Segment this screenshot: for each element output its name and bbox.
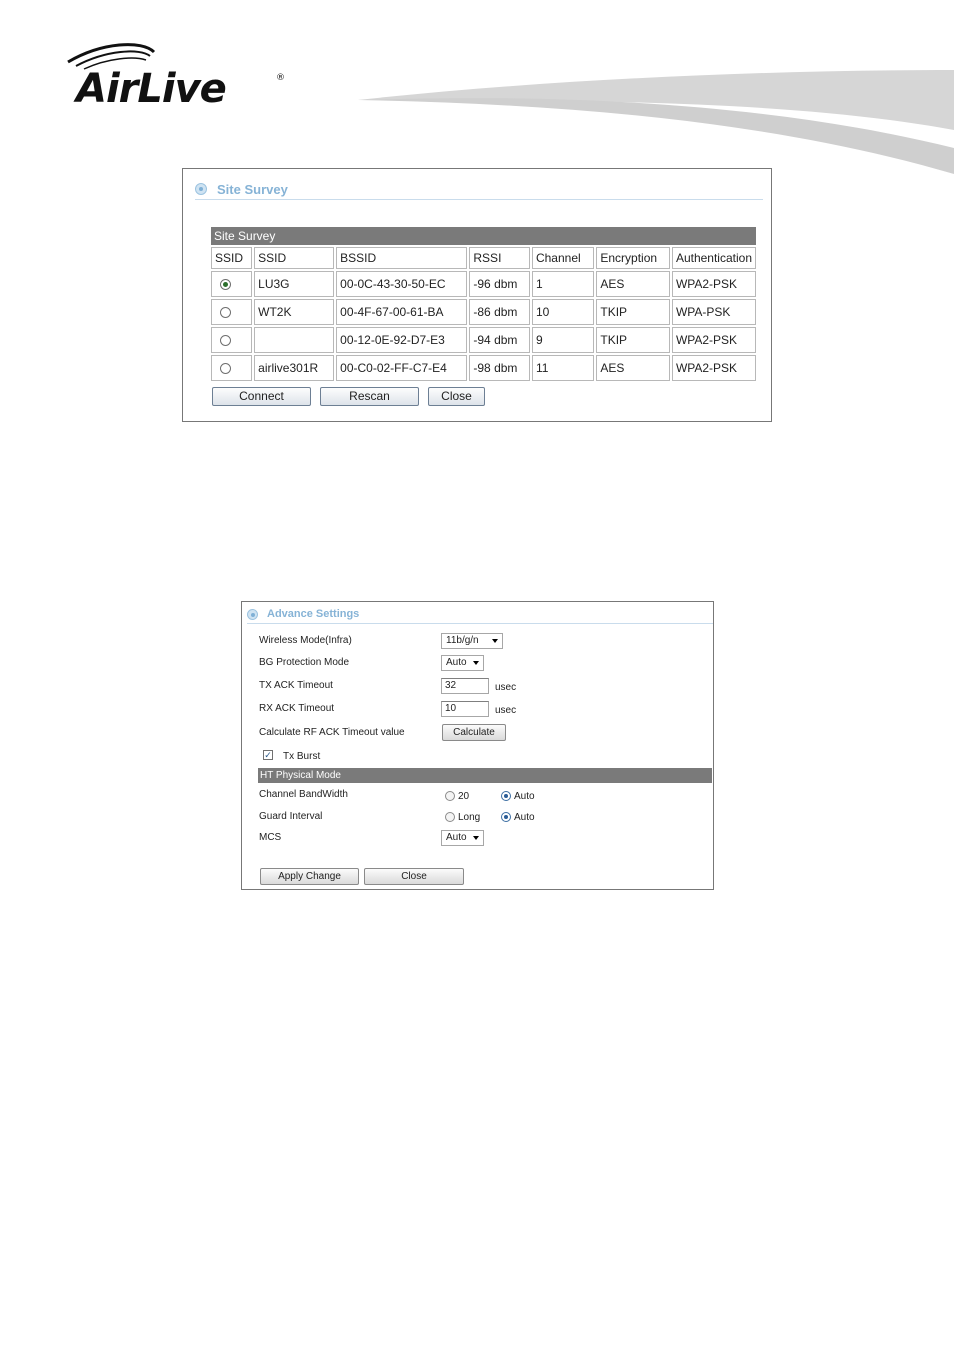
rescan-button[interactable]: Rescan	[320, 387, 419, 406]
bssid-cell: 00-4F-67-00-61-BA	[336, 299, 467, 325]
bg-protection-select[interactable]	[441, 655, 484, 671]
tx-ack-unit: usec	[495, 682, 517, 693]
site-survey-panel	[182, 168, 772, 422]
connect-button[interactable]: Connect	[212, 387, 311, 406]
ssid-cell	[254, 327, 334, 353]
apply-change-button[interactable]: Apply Change	[260, 868, 359, 885]
channel-cell: 10	[532, 299, 594, 325]
table-row	[211, 271, 756, 297]
guard-long-label: Long	[458, 812, 481, 823]
column-header: Encryption	[596, 247, 670, 269]
calc-rf-label: Calculate RF ACK Timeout value	[259, 727, 405, 738]
title-divider	[247, 623, 713, 624]
table-row	[211, 327, 756, 353]
wireless-mode-value: 11b/g/n	[446, 635, 479, 646]
encryption-cell: AES	[596, 355, 670, 381]
mcs-select[interactable]	[441, 830, 484, 846]
rx-ack-unit: usec	[495, 705, 517, 716]
rssi-cell: -98 dbm	[469, 355, 530, 381]
table-header-row	[211, 247, 756, 269]
authentication-cell: WPA2-PSK	[672, 327, 756, 353]
advance-settings-panel-title: Advance Settings	[267, 608, 360, 620]
bssid-cell: 00-12-0E-92-D7-E3	[336, 327, 467, 353]
bullet-icon	[247, 609, 258, 620]
select-network-radio[interactable]	[220, 307, 231, 318]
bg-protection-value: Auto	[446, 657, 467, 668]
close-button[interactable]: Close	[428, 387, 485, 406]
table-caption: Site Survey	[211, 227, 756, 245]
authentication-cell: WPA2-PSK	[672, 355, 756, 381]
column-header: RSSI	[469, 247, 530, 269]
channel-bandwidth-label: Channel BandWidth	[259, 789, 348, 800]
bssid-cell: 00-C0-02-FF-C7-E4	[336, 355, 467, 381]
column-header: Channel	[532, 247, 594, 269]
mcs-value: Auto	[446, 832, 467, 843]
bssid-cell: 00-0C-43-30-50-EC	[336, 271, 467, 297]
site-survey-title-row	[195, 179, 288, 199]
select-network-radio[interactable]	[220, 279, 231, 290]
encryption-cell: TKIP	[596, 327, 670, 353]
column-header: BSSID	[336, 247, 467, 269]
channel-cell: 11	[532, 355, 594, 381]
title-divider	[195, 199, 763, 200]
wireless-mode-label: Wireless Mode(Infra)	[259, 635, 352, 646]
rssi-cell: -96 dbm	[469, 271, 530, 297]
channel-cell: 1	[532, 271, 594, 297]
dropdown-arrow-icon	[473, 836, 479, 840]
bandwidth-auto-radio[interactable]	[501, 791, 511, 801]
select-network-radio[interactable]	[220, 335, 231, 346]
bandwidth-20-radio[interactable]	[445, 791, 455, 801]
bg-protection-label: BG Protection Mode	[259, 657, 350, 668]
guard-long-radio[interactable]	[445, 812, 455, 822]
bullet-icon	[195, 183, 207, 195]
wireless-mode-select[interactable]	[441, 633, 503, 649]
column-header: Authentication	[672, 247, 756, 269]
header-swoosh	[340, 60, 954, 180]
table-row	[211, 299, 756, 325]
site-survey-table	[209, 225, 758, 383]
channel-cell: 9	[532, 327, 594, 353]
guard-interval-label: Guard Interval	[259, 811, 323, 822]
rx-ack-label: RX ACK Timeout	[259, 703, 335, 714]
authentication-cell: WPA-PSK	[672, 299, 756, 325]
table-row	[211, 355, 756, 381]
advance-settings-panel	[241, 601, 714, 890]
svg-text:AirLive: AirLive	[76, 66, 226, 110]
rssi-cell: -86 dbm	[469, 299, 530, 325]
select-network-radio[interactable]	[220, 363, 231, 374]
ht-physical-mode-header: HT Physical Mode	[258, 768, 712, 783]
encryption-cell: AES	[596, 271, 670, 297]
rx-ack-input[interactable]: 10	[441, 701, 489, 717]
guard-auto-label: Auto	[514, 812, 535, 823]
dropdown-arrow-icon	[492, 639, 498, 643]
tx-burst-checkbox[interactable]: ✓	[264, 750, 272, 760]
column-header: SSID	[254, 247, 334, 269]
ssid-cell: airlive301R	[254, 355, 334, 381]
ssid-cell: WT2K	[254, 299, 334, 325]
column-header: SSID	[211, 247, 252, 269]
advance-settings-title-row	[247, 606, 359, 622]
airlive-logo	[62, 40, 292, 110]
bandwidth-auto-label: Auto	[514, 791, 535, 802]
calculate-button[interactable]: Calculate	[442, 724, 506, 741]
rssi-cell: -94 dbm	[469, 327, 530, 353]
authentication-cell: WPA2-PSK	[672, 271, 756, 297]
encryption-cell: TKIP	[596, 299, 670, 325]
site-survey-panel-title: Site Survey	[217, 181, 288, 197]
bandwidth-20-label: 20	[458, 791, 470, 802]
guard-auto-radio[interactable]	[501, 812, 511, 822]
mcs-label: MCS	[259, 832, 282, 843]
ssid-cell: LU3G	[254, 271, 334, 297]
dropdown-arrow-icon	[473, 661, 479, 665]
tx-ack-input[interactable]: 32	[441, 678, 489, 694]
tx-burst-label: Tx Burst	[283, 751, 321, 762]
close-settings-button[interactable]: Close	[364, 868, 464, 885]
tx-ack-label: TX ACK Timeout	[259, 680, 333, 691]
registered-mark: ®	[276, 73, 285, 83]
